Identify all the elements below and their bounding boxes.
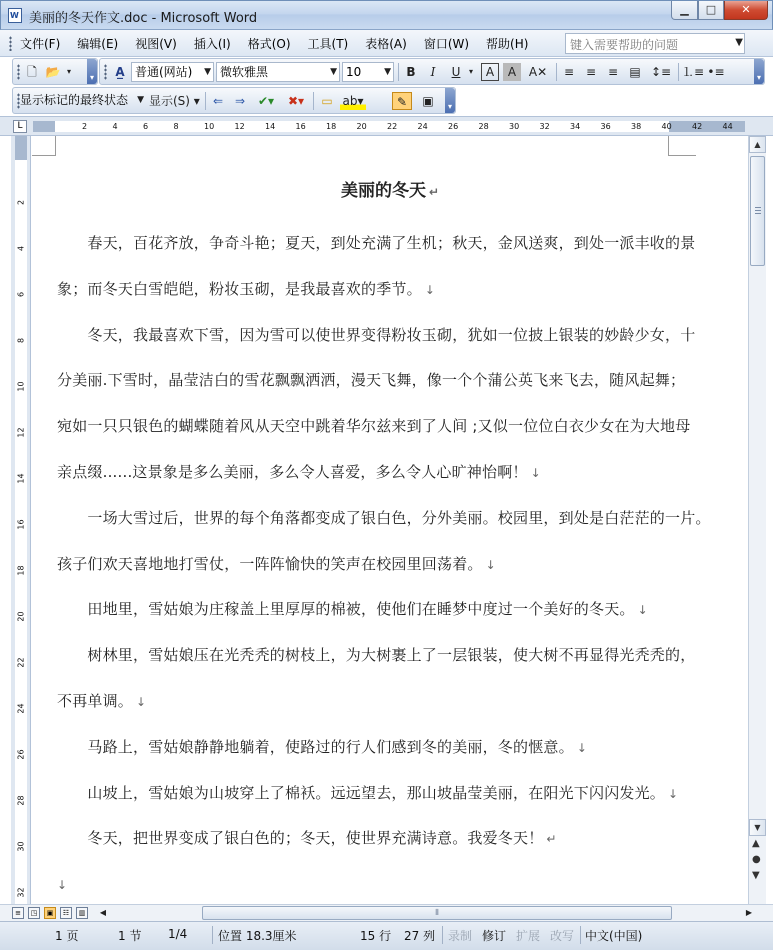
next-page-icon[interactable]: ▼ (752, 870, 760, 881)
web-view-icon[interactable]: ◳ (28, 907, 40, 919)
menu-edit[interactable]: 编辑(E) (77, 37, 119, 51)
ruler-tick-label: 28 (478, 122, 489, 131)
document-line-text: 分美丽.下雪时，晶莹洁白的雪花飘飘洒洒，漫天飞舞，像一个个蒲公英飞来飞去，随风起舞； (57, 371, 686, 390)
dropdown-icon[interactable]: ▾ (66, 67, 71, 76)
chevron-down-icon: ▼ (384, 67, 391, 77)
menu-window[interactable]: 窗口(W) (423, 37, 470, 51)
markup-display-value: 显示标记的最终状态 (20, 93, 129, 107)
document-line-text: 树林里，雪姑娘压在光秃秃的树枝上，为大树裹上了一层银装，使大树不再显得光秃秃的， (57, 646, 696, 665)
help-placeholder: 键入需要帮助的问题 (570, 38, 679, 52)
status-bar (0, 921, 773, 950)
document-line-text: 象；而冬天白雪皑皑，粉妆玉砌，是我最喜欢的季节。 (57, 279, 422, 298)
character-shading-icon[interactable]: A (503, 63, 521, 81)
styles-pane-icon[interactable]: A̲ (115, 65, 125, 79)
underline-icon[interactable]: U (451, 65, 461, 79)
print-view-icon[interactable]: ▣ (44, 907, 56, 919)
paragraph-mark: ↓ (576, 740, 588, 755)
vertical-ruler-tick-label: 8 (16, 337, 26, 344)
status-pages: 1/4 (168, 927, 188, 941)
vertical-ruler-tick-label: 14 (16, 473, 26, 484)
scroll-down-button[interactable]: ▼ (749, 819, 766, 836)
help-dropdown-icon[interactable]: ▼ (735, 37, 743, 48)
horizontal-ruler[interactable] (0, 116, 773, 136)
toolbar-grip[interactable] (104, 64, 107, 80)
ruler-tick-label: 16 (295, 122, 306, 131)
track-changes-icon[interactable]: ✎ (392, 92, 412, 110)
ruler-tick-label: 10 (204, 122, 215, 131)
toolbar-options-icon[interactable]: ▾ (87, 59, 97, 84)
font-size-value: 10 (346, 65, 362, 79)
highlight-icon[interactable]: ab▾ (340, 92, 366, 110)
document-line-text: 孩子们欢天喜地地打雪仗，一阵阵愉快的笑声在校园里回荡着。 (57, 554, 483, 573)
vertical-ruler-tick-label: 32 (16, 887, 26, 898)
justify-icon[interactable]: ▤ (629, 65, 641, 79)
menu-grip[interactable] (9, 36, 12, 51)
vertical-ruler-tick-label: 24 (16, 703, 26, 714)
document-line (57, 461, 677, 482)
document-line (57, 369, 686, 390)
status-page: 1 页 (55, 929, 79, 943)
chevron-down-icon[interactable]: ▾ (468, 67, 473, 76)
document-title-text: 美丽的冬天 (340, 181, 426, 201)
document-line (57, 232, 696, 253)
menu-view[interactable]: 视图(V) (135, 37, 177, 51)
vertical-ruler-tick-label: 4 (16, 245, 26, 252)
outline-view-icon[interactable]: ☷ (60, 907, 72, 919)
word-doc-icon[interactable]: W (8, 8, 22, 23)
menu-table[interactable]: 表格(A) (365, 37, 407, 51)
document-line-text: 宛如一只只银色的蝴蝶随着风从天空中跳着华尔兹来到了人间 ;又似一位位白衣少女在为大地母 (57, 417, 691, 436)
document-line (57, 598, 677, 619)
separator (678, 63, 679, 81)
top-margin (15, 136, 27, 160)
right-margin (669, 121, 745, 132)
vertical-ruler-tick-label: 6 (16, 291, 26, 298)
align-right-icon[interactable]: ≡ (607, 65, 619, 79)
reading-view-icon[interactable]: ▥ (76, 907, 88, 919)
horizontal-scroll-thumb[interactable]: ⦀ (202, 906, 672, 920)
reject-change-icon[interactable]: ✖▾ (287, 94, 305, 108)
document-line-text: 春天，百花齐放，争奇斗艳；夏天，到处充满了生机；秋天，金风送爽，到处一派丰收的景 (57, 234, 696, 252)
document-line (57, 507, 711, 528)
status-position: 位置 18.3厘米 (218, 929, 297, 943)
ruler-tick-label: 18 (326, 122, 337, 131)
vertical-ruler-tick-label: 2 (16, 199, 26, 206)
style-value: 普通(网站) (135, 65, 193, 79)
ruler-tick-label: 6 (143, 122, 149, 131)
scroll-right-icon[interactable]: ▶ (745, 908, 753, 917)
trailing-mark: ↓ (57, 878, 68, 892)
font-scale-icon[interactable]: A✕ (528, 65, 548, 79)
close-button[interactable] (724, 1, 768, 20)
document-line (57, 827, 677, 848)
font-value: 微软雅黑 (220, 65, 269, 79)
paragraph-mark: ↓ (136, 695, 147, 709)
ruler-tick-label: 8 (173, 122, 179, 131)
menu-items (20, 35, 545, 52)
ruler-tick-label: 4 (112, 122, 118, 131)
ruler-tick-label: 30 (509, 122, 520, 131)
toolbar-options-icon[interactable]: ▾ (445, 88, 455, 113)
show-menu-label: 显示(S) (149, 94, 190, 108)
status-track-changes[interactable]: 修订 (482, 929, 507, 943)
paragraph-mark: ↵ (428, 185, 440, 199)
chevron-down-icon: ▼ (330, 67, 337, 77)
bullets-icon[interactable]: •≡ (707, 65, 725, 79)
ruler-tick-label: 26 (448, 122, 459, 131)
vertical-ruler-tick-label: 12 (16, 427, 26, 438)
reviewing-toolbar (12, 87, 456, 114)
separator (398, 63, 399, 81)
maximize-icon: □ (705, 3, 717, 16)
grip-line (755, 213, 761, 214)
vertical-ruler-tick-label: 16 (16, 519, 26, 530)
left-margin (33, 121, 55, 132)
font-select[interactable] (216, 62, 340, 82)
ruler-tick-label: 20 (356, 122, 367, 131)
ruler-tick-label: 12 (234, 122, 245, 131)
horizontal-scrollbar-area (0, 904, 773, 921)
ruler-tick-label: 22 (387, 122, 398, 131)
window-title: 美丽的冬天作文.doc - Microsoft Word (29, 11, 258, 26)
document-line-text: 一场大雪过后，世界的每个角落都变成了银白色，分外美丽。校园里，到处是白茫茫的一片。 (57, 508, 711, 527)
menu-insert[interactable]: 插入(I) (193, 37, 231, 51)
line-spacing-icon[interactable]: ↕≡ (650, 65, 672, 79)
document-line (57, 690, 677, 711)
ruler-tick-label: 2 (82, 122, 88, 131)
status-column: 27 列 (404, 929, 436, 943)
scroll-up-button[interactable]: ▲ (749, 136, 766, 153)
document-line-text: 冬天，我最喜欢下雪，因为雪可以使世界变得粉妆玉砌，犹如一位披上银装的妙龄少女，十 (57, 325, 696, 344)
document-line-text: 亲点缀......这景象是多么美丽，多么令人喜爱，多么令人心旷神怡啊！ (57, 463, 528, 481)
scroll-left-icon[interactable]: ◀ (99, 908, 107, 917)
ruler-tick-label: 42 (692, 122, 703, 131)
title-bar (0, 0, 773, 30)
vertical-ruler[interactable] (11, 136, 31, 904)
document-title (32, 176, 748, 201)
status-section: 1 节 (118, 929, 142, 943)
menu-format[interactable]: 格式(O) (247, 37, 291, 51)
document-line (57, 324, 696, 345)
status-extend[interactable]: 扩展 (516, 929, 541, 943)
previous-change-icon[interactable]: ⇐ (212, 94, 224, 108)
numbering-icon[interactable]: ⒈≡ (682, 65, 705, 79)
document-line-text: 冬天，把世界变成了银白色的；冬天，使世界充满诗意。我爱冬天！ (57, 829, 544, 848)
font-size-select[interactable] (342, 62, 394, 82)
reviewing-pane-icon[interactable]: ▣ (422, 94, 434, 108)
paragraph-mark: ↓ (530, 466, 541, 480)
paragraph-mark: ↓ (637, 603, 648, 618)
vertical-ruler-tick-label: 28 (16, 795, 26, 806)
toolbar-options-icon[interactable]: ▾ (754, 59, 764, 84)
vertical-ruler-tick-label: 18 (16, 565, 26, 576)
vertical-ruler-tick-label: 26 (16, 749, 26, 760)
align-left-icon[interactable]: ≡ (563, 65, 575, 79)
status-record[interactable]: 录制 (448, 929, 473, 943)
chevron-down-icon: ▼ (204, 67, 211, 77)
menu-file[interactable]: 文件(F) (20, 37, 61, 51)
ruler-tick-label: 40 (661, 122, 672, 131)
status-line: 15 行 (360, 929, 392, 943)
ruler-tick-label: 14 (265, 122, 276, 131)
style-select[interactable] (131, 62, 214, 82)
margin-corner-left (32, 136, 56, 156)
document-line (57, 782, 677, 803)
status-overtype[interactable]: 改写 (550, 929, 575, 943)
document-line (57, 644, 696, 665)
margin-corner-right (668, 136, 696, 156)
ruler-tick-label: 36 (600, 122, 611, 131)
show-menu-button[interactable]: 显示(S) ▾ (149, 94, 200, 108)
separator (580, 926, 581, 944)
menu-tools[interactable]: 工具(T) (307, 37, 349, 51)
markup-display-select[interactable] (18, 91, 146, 111)
grip-line (755, 207, 761, 208)
grip-line (755, 210, 761, 211)
document-line (57, 553, 677, 574)
status-language: 中文(中国) (585, 929, 643, 943)
vertical-scroll-thumb[interactable] (750, 156, 765, 266)
vertical-ruler-tick-label: 20 (16, 611, 26, 622)
bold-icon[interactable]: B (406, 65, 416, 79)
separator (205, 92, 206, 110)
paragraph-mark: ↓ (424, 282, 436, 297)
window-controls (671, 1, 768, 20)
toolbar-grip[interactable] (17, 64, 20, 80)
select-browse-object-icon[interactable]: ● (752, 854, 761, 865)
open-folder-icon[interactable]: 📂 (45, 65, 61, 79)
help-search-input[interactable] (565, 33, 745, 54)
menu-bar (0, 30, 773, 57)
insert-comment-icon[interactable]: ▭ (321, 94, 333, 108)
accept-change-icon[interactable]: ✔▾ (257, 94, 275, 108)
new-document-icon[interactable]: 🗋 (27, 65, 37, 79)
document-line-text: 马路上，雪姑娘静静地躺着，使路过的行人们感到冬的美丽，冬的惬意。 (57, 737, 574, 756)
separator (556, 63, 557, 81)
next-change-icon[interactable]: ⇒ (234, 94, 246, 108)
document-line (57, 736, 677, 757)
document-line-text: 山坡上，雪姑娘为山坡穿上了棉袄。远远望去，那山坡晶莹美丽，在阳光下闪闪发光。 (57, 783, 666, 802)
ruler-tick-label: 44 (722, 122, 733, 131)
minimize-button[interactable] (671, 1, 698, 20)
vertical-ruler-tick-label: 30 (16, 841, 26, 852)
maximize-button[interactable] (698, 1, 724, 20)
ruler-tick-label: 32 (539, 122, 550, 131)
previous-page-icon[interactable]: ▲ (752, 838, 760, 849)
tab-selector[interactable]: L (13, 120, 27, 133)
formatting-toolbar (99, 58, 765, 85)
close-icon: ✕ (741, 3, 751, 16)
align-center-icon[interactable]: ≡ (585, 65, 597, 79)
document-line-text: 田地里，雪姑娘为庄稼盖上里厚厚的棉被，使他们在睡梦中度过一个美好的冬天。 (57, 600, 635, 619)
document-line (57, 415, 691, 436)
vertical-ruler-tick-label: 10 (16, 381, 26, 392)
ruler-tick-label: 34 (570, 122, 581, 131)
vertical-scrollbar[interactable] (748, 136, 766, 904)
normal-view-icon[interactable]: ≡ (12, 907, 24, 919)
paragraph-mark: ↓ (485, 557, 496, 572)
chevron-down-icon: ▼ (137, 95, 144, 105)
ruler-tick-label: 38 (631, 122, 642, 131)
separator (212, 926, 213, 944)
vertical-ruler-tick-label: 22 (16, 657, 26, 668)
document-line (57, 278, 677, 299)
character-border-icon[interactable]: A (481, 63, 499, 81)
separator (313, 92, 314, 110)
paragraph-mark: ↓ (668, 786, 679, 801)
paragraph-mark: ↵ (546, 832, 557, 847)
separator (442, 926, 443, 944)
document-line-text: 不再单调。 (57, 692, 134, 710)
document-page[interactable] (32, 136, 748, 904)
menu-help[interactable]: 帮助(H) (486, 37, 529, 51)
standard-toolbar (12, 58, 98, 85)
minimize-icon: ▁ (680, 3, 689, 16)
italic-icon[interactable]: I (430, 65, 436, 79)
ruler-tick-label: 24 (417, 122, 428, 131)
